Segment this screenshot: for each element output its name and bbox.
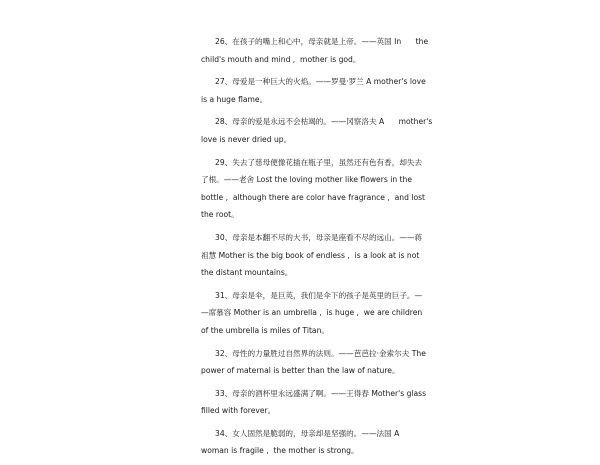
quote-33-line-1: 33、母亲的酒杯里永远盛满了啊。——王得春 Mother's glass — [215, 388, 427, 398]
quote-29 — [201, 154, 426, 224]
quote-29-line-3: bottle , although there are color have fragrance , and lost — [201, 192, 426, 202]
quote-31-line-2: —席慕容 Mother is an umbrella , is huge , we are children — [201, 308, 423, 318]
quote-33-line-2: filled with forever。 — [201, 406, 276, 416]
quote-29-line-2: 了根。——老舍 Lost the loving mother like flowers in the — [201, 175, 413, 185]
quote-32-line-2: power of maternal is better than the law of nature。 — [201, 366, 400, 376]
quote-30-line-1: 30、母亲是本翻不尽的大书，母亲是座看不尽的远山。——蒋 — [215, 232, 423, 242]
quote-34 — [201, 425, 401, 460]
quote-33 — [201, 385, 427, 420]
quote-26 — [201, 33, 429, 68]
quote-list — [201, 33, 433, 465]
quote-28-line-2: love is never dried up。 — [201, 134, 292, 144]
quote-29-line-1: 29、失去了慈母便像花插在瓶子里，虽然还有色有香，却失去 — [215, 157, 423, 167]
quote-28 — [201, 113, 433, 148]
quote-30 — [201, 229, 423, 282]
quote-26-line-1: 26、在孩子的嘴上和心中，母亲就是上帝。——英国 In the — [215, 37, 429, 46]
quote-31 — [201, 287, 423, 340]
quote-30-line-2: 祖慧 Mother is the big book of endless , is a look at is not — [201, 250, 420, 260]
quote-27-line-2: is a huge flame。 — [201, 94, 268, 104]
quote-31-line-1: 31、母亲是伞，是巨英，我们是伞下的孩子是英里的巨子。— — [215, 290, 423, 300]
quote-29-line-4: the root。 — [201, 210, 239, 220]
quote-34-line-2: woman is fragile , the mother is strong。 — [201, 446, 359, 456]
quote-30-line-3: the distant mountains。 — [201, 268, 293, 278]
quote-32-line-1: 32、母性的力量胜过自然界的法则。——芭芭拉·金索尔夫 The — [215, 348, 426, 358]
quote-31-line-3: of the umbrella is miles of Titan。 — [201, 325, 329, 335]
quote-28-line-1: 28、母亲的爱是永远不会枯竭的。——冈察洛夫 A mother's — [215, 117, 433, 127]
quote-32 — [201, 345, 426, 380]
quote-27-line-1: 27、母爱是一种巨大的火焰。——罗曼·罗兰 A mother's love — [215, 77, 426, 87]
quote-26-line-2: child's mouth and mind , mother is god。 — [201, 54, 361, 64]
quote-34-line-1: 34、女人固然是脆弱的，母亲却是坚强的。——法国 A — [215, 428, 400, 438]
quote-27 — [201, 73, 426, 108]
